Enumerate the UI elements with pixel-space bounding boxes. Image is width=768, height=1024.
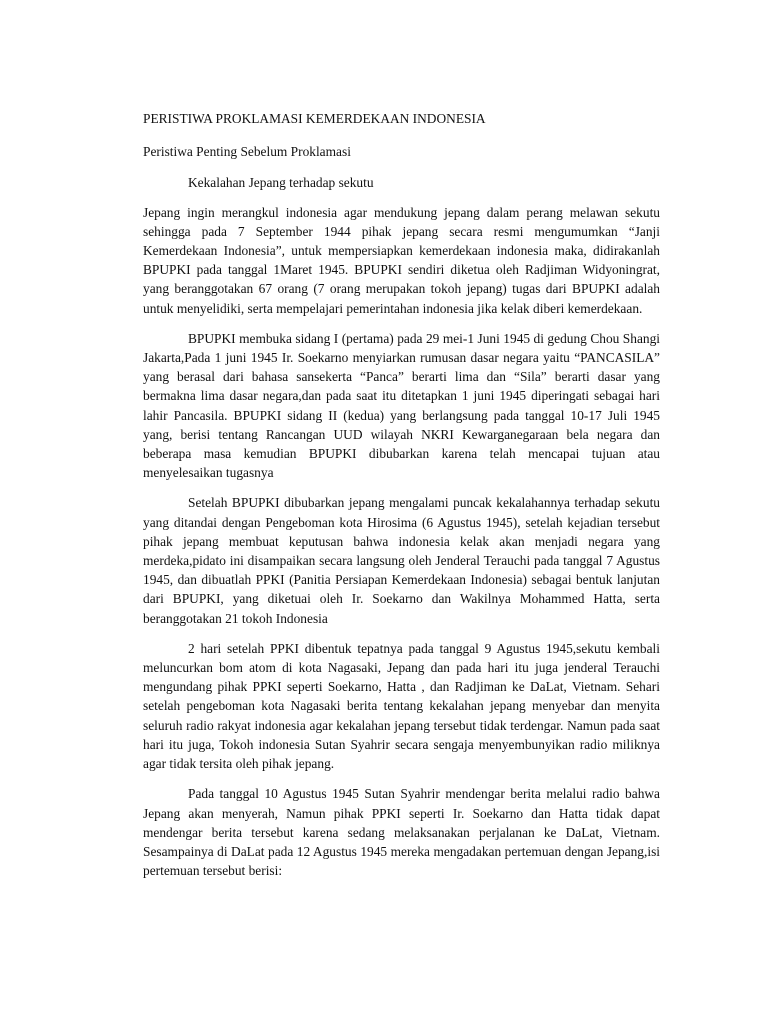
subsection-heading: Kekalahan Jepang terhadap sekutu <box>188 175 374 191</box>
document-title: PERISTIWA PROKLAMASI KEMERDEKAAN INDONESIA <box>143 111 486 126</box>
paragraph: 2 hari setelah PPKI dibentuk tepatnya pada tanggal 9 Agustus 1945,sekutu kembali meluncurkan bom atom di kota Nagasaki, Jepang dan pada hari itu juga jenderal Terauchi mengundang pihak PPKI seperti Soekarno, Hatta , dan Radjiman ke DaLat, Vietnam. Sehari setelah pengeboman kota Nagasaki berita tentang kekalahan jepang menyebar dan menyita seluruh radio rakyat indonesia agar kekalahan jepang tersebut tidak terdengar. Namun pada saat hari itu juga, Tokoh indonesia Sutan Syahrir secara sengaja menyembunyikan radio miliknya agar tidak tersita oleh pihak jepang. <box>143 640 660 772</box>
paragraph: Setelah BPUPKI dibubarkan jepang mengalami puncak kekalahannya terhadap sekutu yang ditandai dengan Pengeboman kota Hirosima (6 Agustus 1945), setelah kejadian tersebut pihak jepang membuat keputusan bahwa indonesia kelak akan menjadi negara yang merdeka,pidato ini disampaikan secara langsung oleh Jenderal Terauchi pada tanggal 7 Agustus 1945, dan dibuatlah PPKI (Panitia Persiapan Kemerdekaan Indonesia) sebagai bentuk lanjutan dari BPUPKI, yang diketuai oleh Ir. Soekarno dan Wakilnya Mohammed Hatta, serta beranggotakan 21 tokoh Indonesia <box>143 495 660 626</box>
document-body <box>143 109 660 891</box>
section-heading: Peristiwa Penting Sebelum Proklamasi <box>143 144 351 160</box>
paragraph: BPUPKI membuka sidang I (pertama) pada 29 mei-1 Juni 1945 di gedung Chou Shangi Jakarta,Pada 1 juni 1945 Ir. Soekarno menyiarkan rumusan dasar negara yaitu “PANCASILA” yang berasal dari bahasa sansekerta “Panca” berarti lima dan “Sila” berarti dasar yang bermakna lima dasar negara,dan pada saat itu ditetapkan 1 juni 1945 diperingati sebagai hari lahir Pancasila. BPUPKI sidang II (kedua) yang berlangsung pada tanggal 10-17 Juli 1945 yang, berisi tentang Rancangan UUD wilayah NKRI Kewarganegaraan bela negara dan beberapa masa kemudian BPUPKI dibubarkan karena telah mencapai tujuan atau menyelesaikan tugasnya <box>143 330 660 481</box>
paragraph: Jepang ingin merangkul indonesia agar mendukung jepang dalam perang melawan sekutu sehingga pada 7 September 1944 pihak jepang secara resmi mengumumkan “Janji Kemerdekaan Indonesia”, untuk mempersiapkan kemerdekaan indonesia maka, didirakanlah BPUPKI pada tanggal 1Maret 1945. BPUPKI sendiri diketua oleh Radjiman Widyoningrat, yang beranggotakan 67 orang (7 orang merupakan tokoh jepang) tugas dari BPUPKI adalah untuk menyelidiki, serta mempelajari pemerintahan indonesia jika kelak diberi kemerdekaan. <box>143 204 660 316</box>
paragraph: Pada tanggal 10 Agustus 1945 Sutan Syahrir mendengar berita melalui radio bahwa Jepang akan menyerah, Namun pihak PPKI seperti Ir. Soekarno dan Hatta tidak dapat mendengar berita tersebut karena sedang melaksanakan perjalanan ke DaLat, Vietnam. Sesampainya di DaLat pada 12 Agustus 1945 mereka mengadakan pertemuan dengan Jepang,isi pertemuan tersebut berisi: <box>143 786 660 879</box>
